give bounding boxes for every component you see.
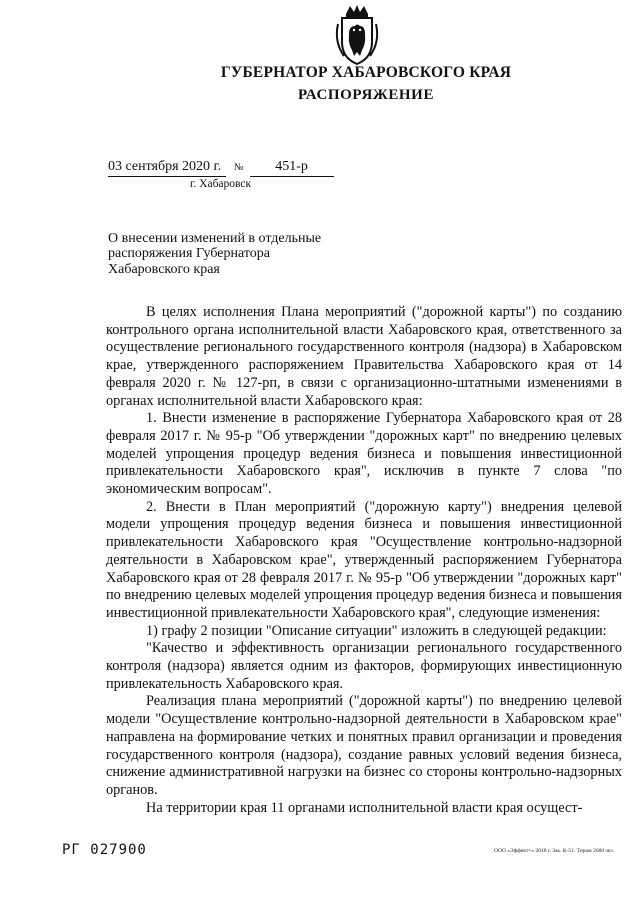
document-body [106, 304, 622, 817]
document-date: 03 сентября 2020 г. [108, 159, 226, 177]
paragraph-continued: На территории края 11 органами исполнительной власти края осущест- [146, 799, 583, 816]
paragraph-item-1: 1. Внести изменение в распоряжение Губернатора Хабаровского края от 28 февраля 2017 г. № 95-р "Об утверждении "дорожных карт" по внедрению целевых моделей упрощения процедур ведения бизнеса и повышения инвестиционной привлекательности Хабаровского края", исключив в пункте 7 слова "по экономическим вопросам". [106, 410, 622, 498]
document-subject: О внесении изменений в отдельные распоряжения Губернатора Хабаровского края [108, 231, 322, 277]
paragraph-quote-1: "Качество и эффективность организации регионального государственного контроля (надзора) является одним из факторов, формирующих инвестиционную привлекательность Хабаровского края. [106, 640, 622, 692]
date-number-line [108, 159, 334, 177]
document-type-title: РАСПОРЯЖЕНИЕ [297, 87, 435, 103]
number-sign: № [234, 162, 244, 173]
document-number: 451-р [250, 159, 334, 177]
paragraph-item-2: 2. Внести в План мероприятий ("дорожную карту") внедрения целевой модели упрощения процедур ведения бизнеса и повышения инвестиционной привлекательности Хабаровского края "Осуществление контрольно-надзорной деятельности в Хабаровском крае", утвержденный распоряжением Губернатора Хабаровского края от 28 февраля 2017 г. № 95-р "Об утверждении "дорожных карт" по внедрению целевых моделей упрощения процедур ведения бизнеса и повышения инвестиционной привлекательности Хабаровского края", следующие изменения: [106, 498, 622, 621]
paragraph-quote-2: Реализация плана мероприятий ("дорожной карты") по внедрению целевой модели "Осуществление контрольно-надзорной деятельности в Хабаровском крае" направлена на формирование четких и понятных правил организации и проведения государственного контроля (надзора), создание равных условий ведения бизнеса, снижение административной нагрузки на бизнес со стороны контрольно-надзорных органов. [106, 693, 622, 798]
paragraph-subitem-1: 1) графу 2 позиции "Описание ситуации" изложить в следующей редакции: [146, 622, 607, 639]
coat-of-arms-emblem [332, 4, 382, 66]
printer-imprint: ООО «Эффект+» 2018 г. Зак. К-51. Тираж 2000 экз. [494, 848, 614, 854]
issuer-title: ГУБЕРНАТОР ХАБАРОВСКОГО КРАЯ [220, 64, 512, 81]
document-city: г. Хабаровск [190, 178, 252, 190]
registration-number: РГ 027900 [62, 842, 147, 858]
paragraph-preamble: В целях исполнения Плана мероприятий ("дорожной карты") по созданию контрольного органа исполнительной власти Хабаровского края, ответственного за осуществление регионального государственного контроля (надзора) в Хабаровском крае, утвержденного распоряжением Правительства Хабаровского края от 14 февраля 2020 г. № 127-рп, в связи с организационно-штатными изменениями в органах исполнительной власти Хабаровского края: [106, 304, 622, 409]
